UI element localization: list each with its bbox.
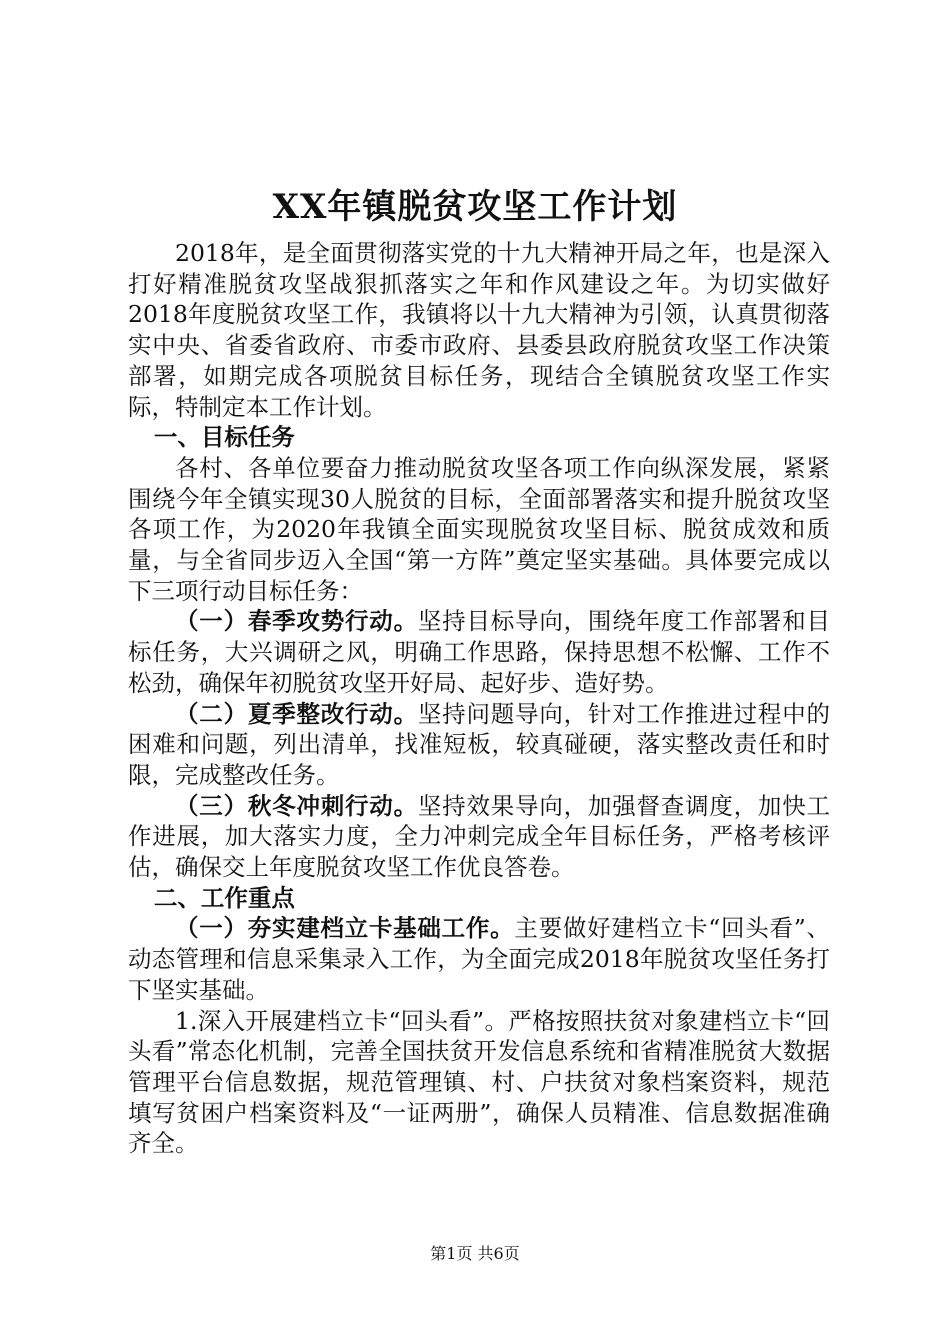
priority-point-1: 1.深入开展建档立卡“回头看”。严格按照扶贫对象建档立卡“回头看”常态化机制，完善全国扶贫开发信息系统和省精准脱贫大数据管理平台信息数据，规范管理镇、村、户扶贫对象档案资料，规范填写贫困户档案资料及“一证两册”，确保人员精准、信息数据准确齐全。: [128, 1006, 830, 1158]
goal-item-label: （三）秋冬冲刺行动。: [175, 791, 418, 820]
goal-item-summer: [128, 699, 830, 791]
document-title: XX年镇脱贫攻坚工作计划: [272, 187, 678, 227]
goal-item-text: 坚持问题导向，针对工作推进过程中的困难和问题，列出清单，找准短板，较真碰硬，落实整改责任和时限，完成整改任务。: [128, 699, 831, 789]
goal-item-text: 坚持目标导向，围绕年度工作部署和目标任务，大兴调研之风，明确工作思路，保持思想不松懈、工作不松劲，确保年初脱贫攻坚开好局、起好步、造好势。: [128, 607, 831, 697]
goal-item-spring: [128, 606, 830, 698]
goals-paragraph: 各村、各单位要奋力推动脱贫攻坚各项工作向纵深发展，紧紧围绕今年全镇实现30人脱贫的目标，全面部署落实和提升脱贫攻坚各项工作，为2020年我镇全面实现脱贫攻坚目标、脱贫成效和质量，与全省同步迈入全国“第一方阵”奠定坚实基础。具体要完成以下三项行动目标任务：: [128, 453, 830, 605]
goal-item-text: 坚持效果导向，加强督查调度，加快工作进展，加大落实力度，全力冲刺完成全年目标任务，严格考核评估，确保交上年度脱贫攻坚工作优良答卷。: [128, 791, 831, 882]
section-heading-goals: 一、目标任务: [153, 423, 295, 452]
priority-item-text: 主要做好建档立卡“回头看”、动态管理和信息采集录入工作，为全面完成2018年脱贫攻坚任务打下坚实基础。: [128, 914, 831, 1004]
priority-item-archive: [128, 913, 830, 1005]
section-heading-priorities: 二、工作重点: [153, 883, 295, 912]
goal-item-label: （一）春季攻势行动。: [175, 607, 418, 636]
intro-paragraph: 2018年，是全面贯彻落实党的十九大精神开局之年，也是深入打好精准脱贫攻坚战狠抓落实之年和作风建设之年。为切实做好2018年度脱贫攻坚工作，我镇将以十九大精神为引领，认真贯彻落实中央、省委省政府、市委市政府、县委县政府脱贫攻坚工作决策部署，如期完成各项脱贫目标任务，现结合全镇脱贫攻坚工作实际，特制定本工作计划。: [128, 239, 830, 421]
priority-item-label: （一）夯实建档立卡基础工作。: [175, 914, 515, 943]
goal-item-autumn-winter: [128, 791, 830, 883]
document-body: [128, 238, 830, 1159]
page-footer: 第1页 共6页: [430, 1244, 520, 1263]
goal-item-label: （二）夏季整改行动。: [175, 699, 418, 728]
